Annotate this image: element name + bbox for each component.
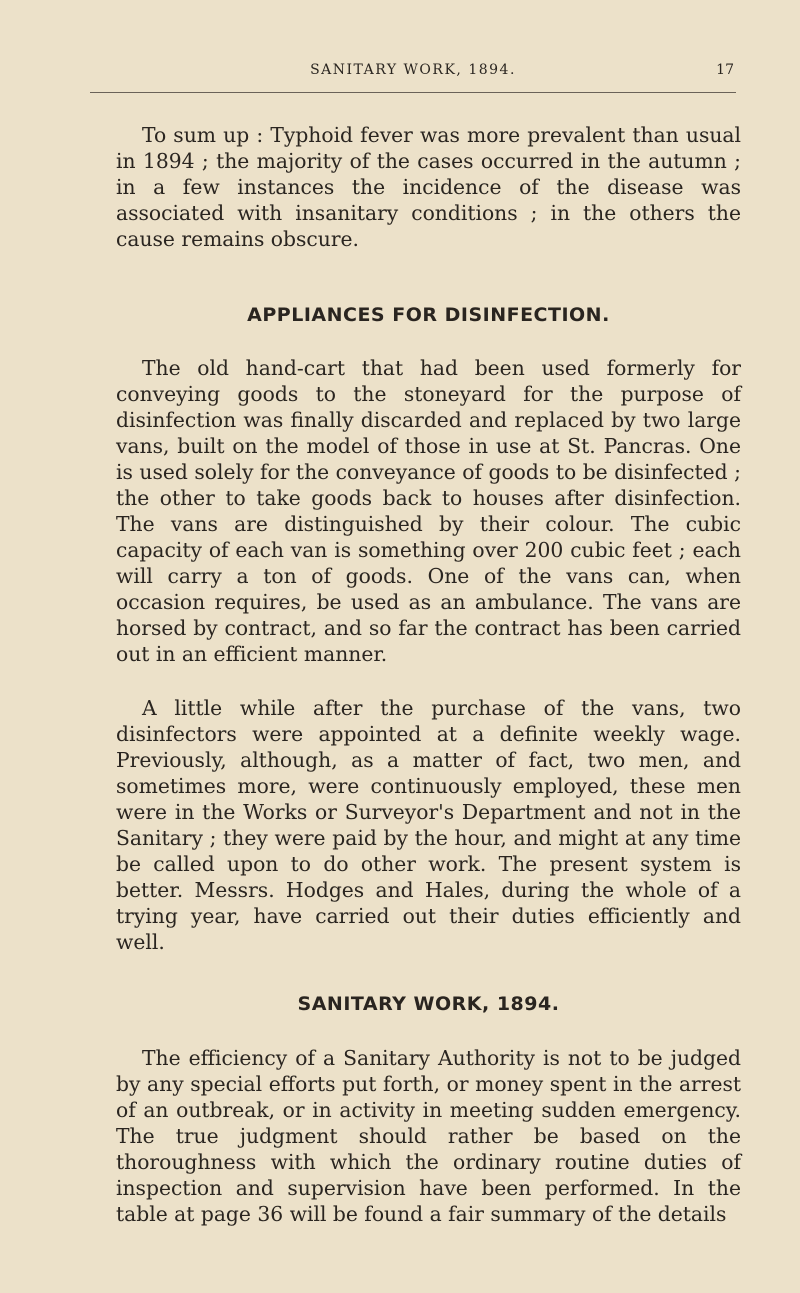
running-title: SANITARY WORK, 1894. [310, 62, 516, 78]
heading-appliances-for-disinfection: APPLIANCES FOR DISINFECTION. [247, 304, 610, 326]
body-text [116, 122, 741, 1227]
paragraph-disinfectors: A little while after the purchase of the vans, two disinfectors were appointed at a definite weekly wage. Previously, although, as a matter of fact, two men, and sometimes more, were continuously employed, these men were in the Works or Surveyor's Department and not in the Sanitary ; they were paid by the hour, and might at any time be called upon to do other work. The present system is better. Messrs. Hodges and Hales, during the whole of a trying year, have carried out their duties efficiently and well. [116, 696, 741, 954]
paragraph-efficiency: The efficiency of a Sanitary Authority is not to be judged by any special efforts put forth, or money spent in the arrest of an outbreak, or in activity in meeting sudden emergency. The true judgment should rather be based on the thoroughness with which the ordinary routine duties of inspection and supervision have been performed. In the table at page 36 will be found a fair summary of the details [116, 1046, 741, 1226]
running-header [90, 62, 736, 93]
heading-sanitary-work: SANITARY WORK, 1894. [297, 993, 560, 1015]
paragraph-vans: The old hand-cart that had been used formerly for conveying goods to the stoneyard for the purpose of disinfection was finally discarded and replaced by two large vans, built on the model of those in use at St. Pancras. One is used solely for the conveyance of goods to be disinfected ; the other to take goods back to houses after disinfection. The vans are distinguished by their colour. The cubic capacity of each van is something over 200 cubic feet ; each will carry a ton of goods. One of the vans can, when occasion requires, be used as an ambulance. The vans are horsed by contract, and so far the contract has been carried out in an efficient manner. [116, 356, 741, 666]
page-number: 17 [716, 62, 734, 78]
paragraph-summary: To sum up : Typhoid fever was more prevalent than usual in 1894 ; the majority of the cases occurred in the autumn ; in a few instances the incidence of the disease was associated with insanitary conditions ; in the others the cause remains obscure. [116, 123, 741, 251]
